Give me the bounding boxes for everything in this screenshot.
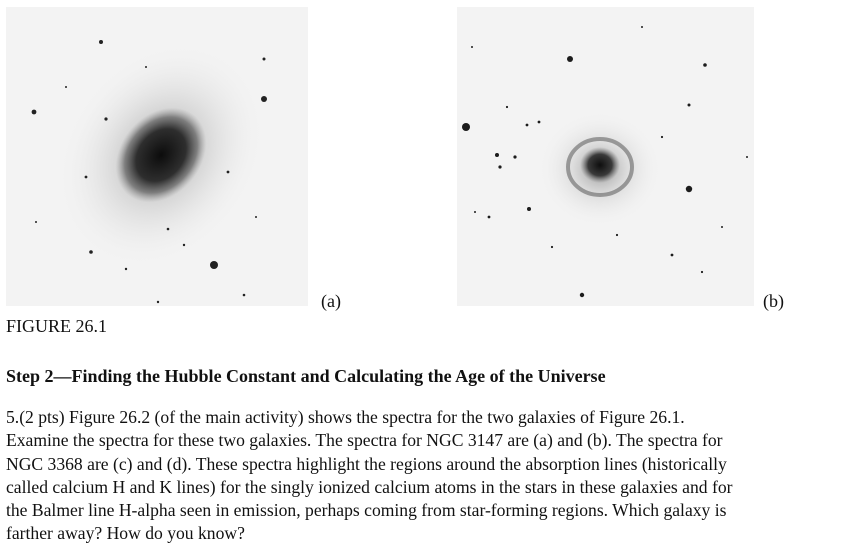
step-heading: Step 2—Finding the Hubble Constant and Calculating the Age of the Universe: [6, 366, 606, 386]
question-line: called calcium H and K lines) for the singly ionized calcium atoms in the stars in these galaxies and for: [6, 476, 733, 497]
galaxy-b-image: [457, 7, 754, 306]
galaxy-photo-b: [457, 7, 754, 306]
figure-caption: FIGURE 26.1: [6, 316, 108, 336]
galaxy-photo-a: [6, 7, 308, 306]
question-line: Examine the spectra for these two galaxies. The spectra for NGC 3147 are (a) and (b). The spectra for: [6, 430, 723, 451]
question-line: NGC 3368 are (c) and (d). These spectra highlight the regions around the absorption lines (historically: [6, 453, 727, 474]
question-text: [6, 406, 866, 546]
question-line: the Balmer line H-alpha seen in emission, perhaps coming from star-forming regions. Which galaxy is: [6, 500, 727, 521]
question-line: farther away? How do you know?: [6, 523, 245, 544]
panel-label-b: (b): [763, 291, 784, 311]
question-line: 5.(2 pts) Figure 26.2 (of the main activity) shows the spectra for the two galaxies of Figure 26.1.: [6, 407, 685, 427]
panel-label-a: (a): [321, 291, 341, 311]
galaxy-a-image: [6, 7, 308, 306]
